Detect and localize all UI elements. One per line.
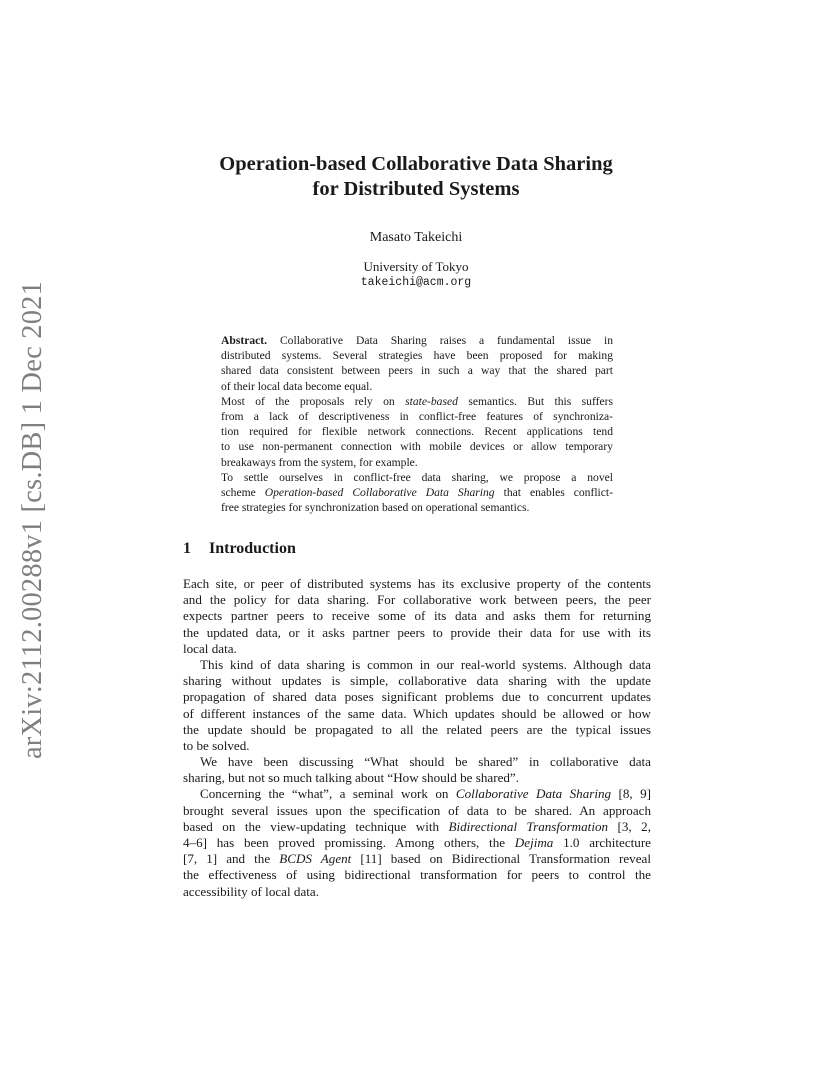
title-line-1: Operation-based Collaborative Data Sharing bbox=[219, 153, 613, 175]
section-number: 1 bbox=[183, 540, 191, 557]
body-line: Concerning the “what”, a seminal work on Collaborative Data Sharing [8, 9] bbox=[200, 786, 651, 802]
affiliation-block bbox=[150, 259, 682, 291]
affiliation: University of Tokyo bbox=[363, 259, 469, 274]
body-line: Each site, or peer of distributed systems has its exclusive property of the contents bbox=[183, 576, 651, 591]
body-line: propagation of shared data poses significant problems due to concurrent updates bbox=[183, 689, 651, 705]
emphasis: BCDS Agent bbox=[279, 851, 352, 867]
author-name: Masato Takeichi bbox=[369, 230, 463, 245]
author-email[interactable]: takeichi@acm.org bbox=[360, 276, 472, 289]
abstract bbox=[221, 333, 613, 515]
body-line: the updated data, or it asks partner peers to provide their data for use with its bbox=[183, 624, 651, 640]
abstract-line: shared data consistent between peers in such a way that the shared part bbox=[221, 364, 613, 378]
body-line: [7, 1] and the BCDS Agent [11] based on Bidirectional Transformation reveal bbox=[183, 851, 651, 867]
abstract-line: free strategies for synchronization based on operational semantics. bbox=[221, 501, 530, 515]
emphasis: Bidirectional Transformation bbox=[448, 818, 609, 834]
body-line: expects partner peers to receive some of its data and asks them for returning bbox=[183, 608, 651, 624]
body-line: sharing, but not so much talking about “How should be shared”. bbox=[183, 770, 520, 786]
title-line-2: for Distributed Systems bbox=[312, 178, 520, 200]
body-line: brought several issues upon the specification of data to be shared. An approach bbox=[183, 802, 651, 818]
abstract-line: of their local data become equal. bbox=[221, 379, 373, 393]
emphasis: Collaborative Data Sharing bbox=[455, 786, 612, 802]
abstract-line: breakaways from the system, for example. bbox=[221, 455, 418, 469]
body-line: This kind of data sharing is common in our real-world systems. Although data bbox=[200, 656, 651, 672]
section-title: Introduction bbox=[209, 540, 296, 557]
emphasis: Operation-based Collaborative Data Sharing bbox=[264, 486, 495, 500]
abstract-line: Most of the proposals rely on state-based semantics. But this suffers bbox=[221, 394, 613, 408]
arxiv-identifier bbox=[10, 280, 56, 760]
body-line: We have been discussing “What should be shared” in collaborative data bbox=[200, 754, 651, 770]
body-line: and the policy for data sharing. For collaborative work between peers, the peer bbox=[183, 592, 651, 608]
body-line: the effectiveness of using bidirectional transformation for peers to control the bbox=[183, 867, 651, 883]
section-heading bbox=[183, 540, 296, 558]
abstract-line: scheme Operation-based Collaborative Data Sharing that enables conflict- bbox=[221, 486, 613, 500]
abstract-line: to use non-permanent connection with mobile devices or allow temporary bbox=[221, 440, 613, 454]
paper-title bbox=[150, 152, 682, 202]
body-line: sharing without updates is simple, collaborative data sharing with the update bbox=[183, 673, 651, 689]
body-line: of different instances of the same data. Which updates should be allowed or how bbox=[183, 705, 651, 721]
abstract-line: from a lack of descriptiveness in conflict-free features of synchroniza- bbox=[221, 410, 613, 424]
body-line: to be solved. bbox=[183, 737, 250, 753]
body-line: 4–6] has been proved promissing. Among others, the Dejima 1.0 architecture bbox=[183, 835, 651, 850]
body-line: accessibility of local data. bbox=[183, 883, 319, 899]
emphasis: Dejima bbox=[514, 835, 554, 850]
abstract-label: Abstract. bbox=[221, 334, 268, 347]
body-line: local data. bbox=[183, 640, 237, 656]
abstract-line: To settle ourselves in conflict-free data sharing, we propose a novel bbox=[221, 470, 613, 484]
body-line: the update should be propagated to all the related peers are the typical issues bbox=[183, 721, 651, 737]
abstract-line: Abstract. Collaborative Data Sharing raises a fundamental issue in bbox=[221, 334, 613, 347]
abstract-line: distributed systems. Several strategies have been proposed for making bbox=[221, 349, 613, 363]
emphasis: state-based bbox=[405, 394, 458, 408]
body-line: based on the view-updating technique with Bidirectional Transformation [3, 2, bbox=[183, 818, 651, 834]
arxiv-identifier-text: arXiv:2112.00288v1 [cs.DB] 1 Dec 2021 bbox=[17, 280, 49, 760]
abstract-line: tion required for flexible network connections. Recent applications tend bbox=[221, 425, 613, 439]
section-body bbox=[183, 576, 651, 900]
